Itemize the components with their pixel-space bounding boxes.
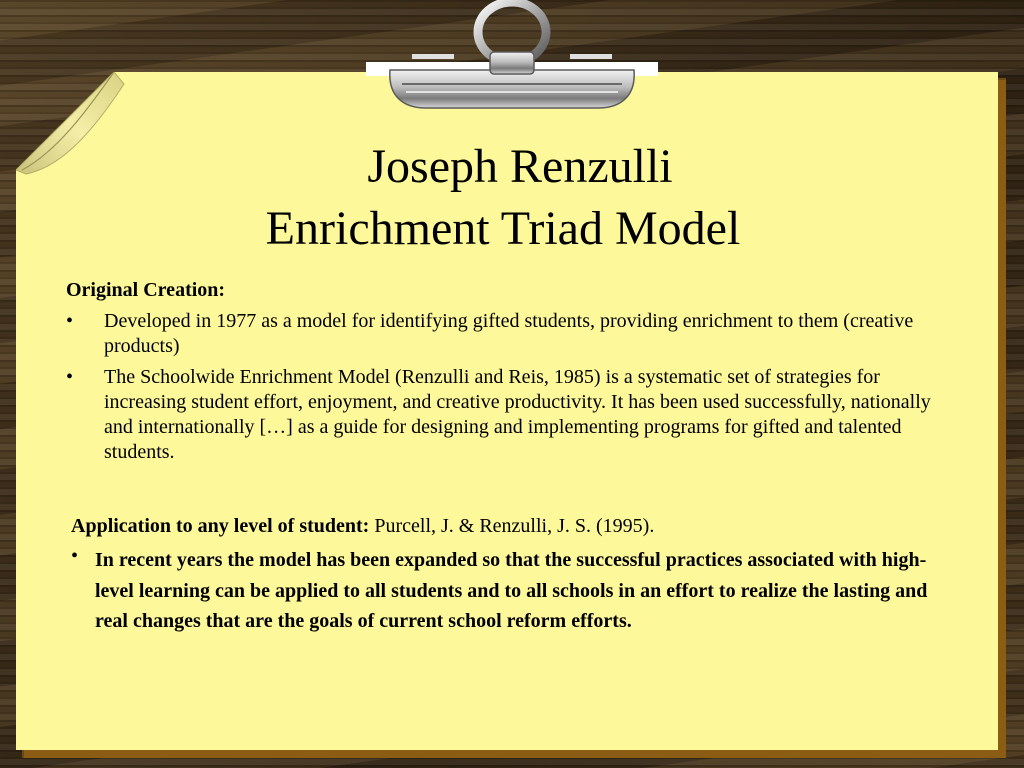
paper-edge-bottom bbox=[24, 750, 1006, 758]
section-heading bbox=[71, 513, 951, 539]
section-heading: Original Creation: bbox=[66, 279, 226, 301]
list-item bbox=[66, 309, 956, 359]
section-application bbox=[71, 513, 951, 637]
bullet-text: The Schoolwide Enrichment Model (Renzulli and Reis, 1985) is a systematic set of strategies for increasing student effort, enjoyment, and creative productivity. It has been used successfully, nationally and internationally […] as a guide for designing and implementing programs for gifted and talented students. bbox=[104, 366, 931, 463]
citation: Purcell, J. & Renzulli, J. S. (1995). bbox=[374, 515, 655, 537]
list-item bbox=[66, 365, 956, 465]
title-line-2: Enrichment Triad Model bbox=[265, 202, 741, 255]
bullet-icon: • bbox=[66, 310, 74, 332]
title-line-1: Joseph Renzulli bbox=[367, 140, 673, 193]
bullet-icon: • bbox=[66, 366, 74, 388]
slide-title bbox=[0, 138, 1024, 258]
bullet-icon: • bbox=[71, 545, 79, 567]
section-original-creation bbox=[66, 278, 956, 471]
section-heading-label: Application to any level of student: bbox=[71, 515, 370, 537]
bullet-text: Developed in 1977 as a model for identifying gifted students, providing enrichment to them (creative products) bbox=[104, 310, 914, 357]
bullet-text: In recent years the model has been expanded so that the successful practices associated with high-level learning can be applied to all students and to all schools in an effort to realize the lasting and real changes that are the goals of current school reform efforts. bbox=[95, 549, 928, 632]
paper-clip-icon bbox=[362, 0, 662, 112]
list-item bbox=[71, 545, 951, 637]
